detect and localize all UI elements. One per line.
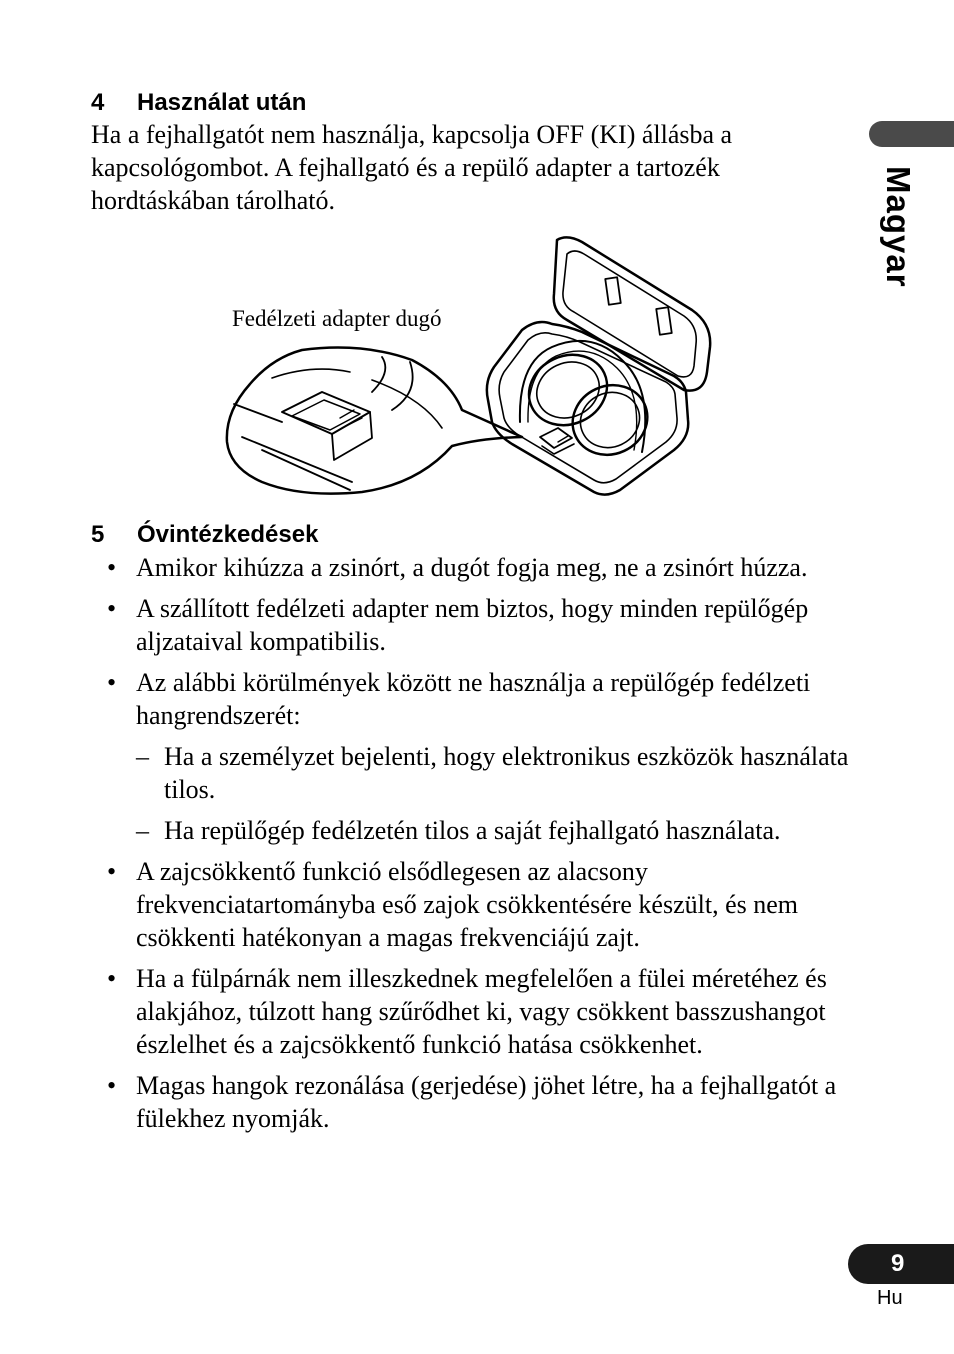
section-4-body: Ha a fejhallgatót nem használja, kapcsolja OFF (KI) állásba a kapcsológombot. A fejhallgató és a repülő adapter a tartozék hordtáskában tárolható.	[91, 120, 733, 215]
language-code: Hu	[877, 1287, 903, 1309]
list-item: • Magas hangok rezonálása (gerjedése) jöhet létre, ha a fejhallgatót a fülekhez nyomják.	[107, 1071, 837, 1133]
section-title: Óvintézkedések	[137, 521, 319, 548]
list-subitem: – Ha repülőgép fedélzetén tilos a saját fejhallgató használata.	[136, 816, 781, 845]
list-item: • A zajcsökkentő funkció elsődlegesen az alacsony frekvenciatartományba eső zajok csökkentésére készült, és nem csökkenti hatékonyan a magas frekvenciájú zajt.	[107, 857, 798, 952]
bullet-icon: •	[107, 553, 117, 582]
list-item: • Az alábbi körülmények között ne használja a repülőgép fedélzeti hangrendszerét:	[107, 668, 811, 730]
language-tab-label: Magyar	[880, 166, 917, 288]
bullet-icon: •	[107, 668, 117, 697]
precautions-list	[107, 551, 852, 1143]
page-number: 9	[891, 1250, 905, 1277]
page-number-badge	[848, 1244, 954, 1284]
case-body	[487, 322, 688, 495]
dash-icon: –	[136, 816, 149, 845]
dash-icon: –	[136, 742, 149, 771]
bullet-icon: •	[107, 594, 117, 623]
bullet-icon: •	[107, 1071, 117, 1100]
section-number: 4	[91, 89, 105, 116]
figure-callout-label: Fedélzeti adapter dugó	[232, 306, 442, 331]
bullet-icon: •	[107, 857, 117, 886]
section-number: 5	[91, 521, 105, 548]
list-item: • A szállított fedélzeti adapter nem biztos, hogy minden repülőgép aljzataival kompatibilis.	[107, 594, 809, 656]
section-5-heading	[91, 521, 318, 549]
magnified-callout	[227, 348, 522, 494]
ear-cup-left	[517, 342, 618, 437]
language-tab-marker	[869, 121, 954, 147]
bullet-icon: •	[107, 964, 117, 993]
list-item: • Ha a fülpárnák nem illeszkednek megfelelően a fülei méretéhez és alakjához, túlzott hang szűrődhet ki, vagy csökkent basszushangot észlelhet és a zajcsökkentő funkció hatása csökkenhet.	[107, 964, 827, 1059]
ear-cup-right	[561, 373, 659, 467]
section-4-heading	[91, 89, 306, 117]
list-subitem: – Ha a személyzet bejelenti, hogy elektronikus eszközök használata tilos.	[136, 742, 849, 804]
case-lid	[554, 237, 710, 390]
headphone-case-illustration	[222, 232, 722, 507]
list-item: • Amikor kihúzza a zsinórt, a dugót fogja meg, ne a zsinórt húzza.	[107, 553, 808, 582]
section-title: Használat után	[137, 89, 307, 116]
